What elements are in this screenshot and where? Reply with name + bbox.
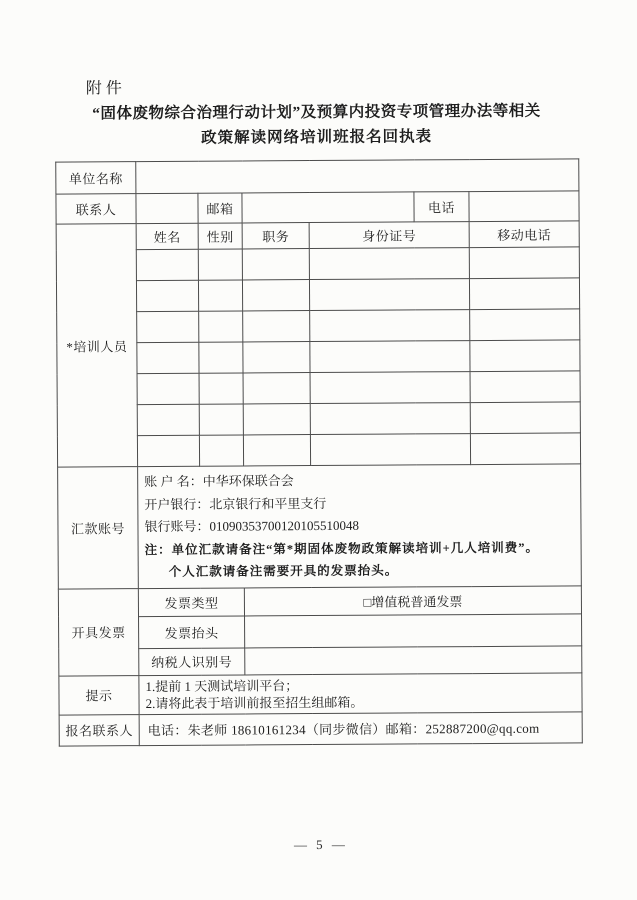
trainee-mobile-cell [470,309,580,341]
trainee-col-mobile: 移动电话 [469,221,579,248]
trainee-mobile-cell [470,402,580,434]
trainee-position-cell [243,435,310,466]
trainee-mobile-cell [470,340,580,372]
trainee-id-cell [309,248,469,280]
trainees-label: *培训人员 [56,224,137,467]
remittance-account-number: 银行账号：01090353700120105510048 [144,517,360,535]
registration-contact-label: 报名联系人 [59,714,139,745]
trainee-col-name: 姓名 [136,223,198,249]
page-number: — 5 — [293,836,348,853]
trainee-gender-cell [199,342,243,373]
registration-form-table [55,158,583,746]
trainee-id-cell [310,310,470,342]
email-value [242,192,414,223]
tips-line2: 2.请将此表于培训前报至招生组邮箱。 [145,694,364,711]
trainee-header-row [56,221,579,250]
tips-label: 提示 [59,675,139,714]
contact-label: 联系人 [56,194,136,224]
trainee-gender-cell [199,311,243,342]
taxpayer-id-value [245,645,582,674]
trainee-name-cell [136,280,198,311]
invoice-label: 开具发票 [58,588,139,675]
document-title-line2: 政策解读网络培训班报名回执表 [201,128,433,147]
invoice-type-label: 发票类型 [138,587,244,616]
trainee-name-cell [137,435,199,466]
taxpayer-id-label: 纳税人识别号 [139,647,245,675]
remittance-bank: 开户银行：北京银行和平里支行 [144,495,327,512]
remittance-row [58,464,582,589]
invoice-type-row [58,585,581,616]
email-label: 邮箱 [198,193,242,223]
trainee-mobile-cell [469,278,579,310]
trainee-name-cell [137,311,199,342]
document-title-line1: “固体废物综合治理行动计划”及预算内投资专项管理办法等相关 [92,102,541,123]
trainee-col-gender: 性别 [198,223,242,249]
trainee-name-cell [136,249,198,280]
remittance-details [138,464,582,588]
unit-name-row [56,159,579,194]
trainee-gender-cell [198,249,242,280]
trainee-id-cell [309,279,469,311]
trainee-id-cell [310,403,470,435]
trainee-mobile-cell [470,371,580,403]
invoice-title-label: 发票抬头 [139,615,245,648]
trainee-id-cell [310,341,470,373]
tips-row [59,672,582,714]
contact-row [56,191,579,224]
tips-content [139,672,582,714]
invoice-title-value [245,613,582,647]
remittance-note-line2: 个人汇款请备注需要开具的发票抬头。 [168,563,399,579]
trainee-mobile-cell [470,433,580,465]
trainee-position-cell [243,404,310,435]
trainee-position-cell [242,280,309,311]
trainee-gender-cell [199,404,243,435]
registration-contact-row [59,711,582,745]
trainee-gender-cell [199,435,243,466]
remittance-account-name: 账 户 名：中华环保联合会 [144,473,294,490]
trainee-position-cell [242,249,309,280]
remittance-note-line1: 注：单位汇款请备注“第*期固体废物政策解读培训+几人培训费”。 [144,540,540,557]
trainee-name-cell [137,342,199,373]
tips-line1: 1.提前 1 天测试培训平台； [145,677,299,694]
invoice-type-value: □增值税普通发票 [244,585,581,615]
contact-value [136,193,198,223]
trainee-id-cell [310,434,470,466]
trainee-position-cell [243,342,310,373]
unit-name-value [136,159,579,194]
trainee-col-id-number: 身份证号 [309,222,469,249]
trainee-gender-cell [198,280,242,311]
trainee-position-cell [243,373,310,404]
trainee-mobile-cell [469,247,579,279]
unit-name-label: 单位名称 [56,162,136,194]
trainee-id-cell [310,372,470,404]
trainee-col-position: 职务 [242,223,309,249]
remittance-label: 汇款账号 [58,467,139,589]
phone-value [469,191,579,222]
registration-contact-value: 电话：朱老师 18610161234（同步微信）邮箱：252887200@qq.com [139,711,582,745]
attachment-label: 附件 [85,80,126,98]
trainee-gender-cell [199,373,243,404]
trainee-name-cell [137,373,199,404]
phone-label: 电话 [414,192,469,222]
trainee-position-cell [243,311,310,342]
trainee-name-cell [137,404,199,435]
